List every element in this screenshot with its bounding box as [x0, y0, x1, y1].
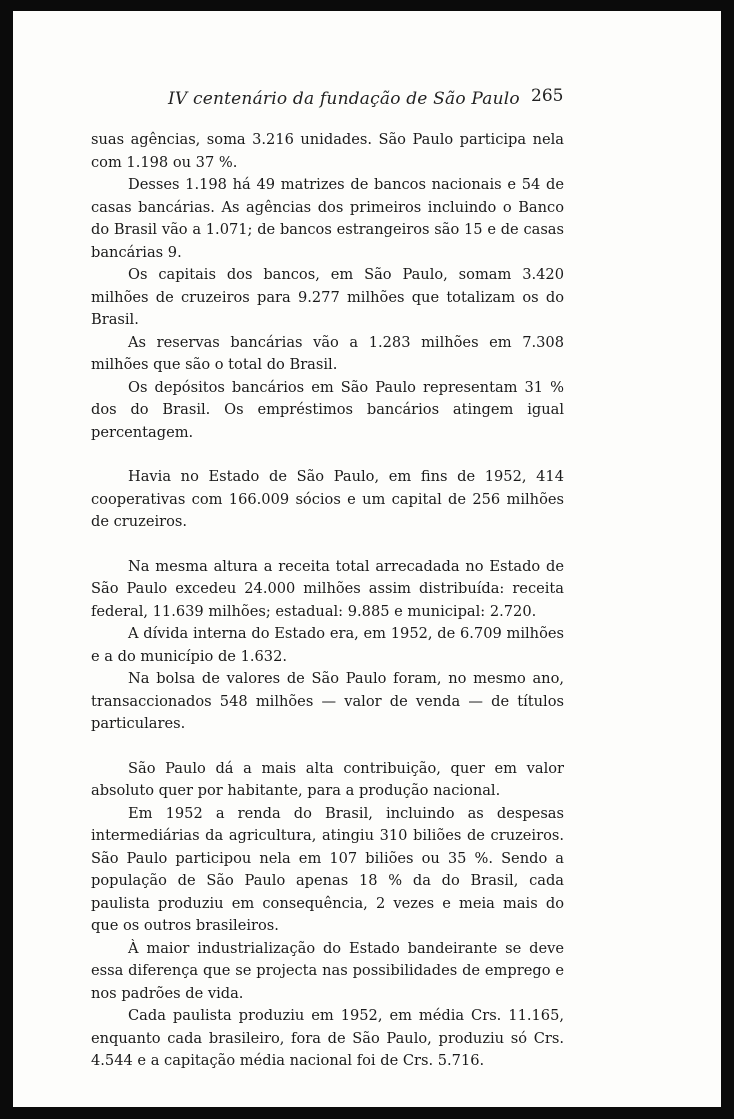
page-number: 265 — [531, 86, 564, 106]
paragraph: Na bolsa de valores de São Paulo foram, no mesmo ano, transaccionados 548 milhões — valor de venda — de títulos particulares. — [91, 670, 564, 732]
page-header — [13, 75, 721, 115]
paragraph: Havia no Estado de São Paulo, em fins de 1952, 414 cooperativas com 166.009 sócios e um capital de 256 milhões de cruzeiros. — [91, 468, 564, 530]
paragraph: Na mesma altura a receita total arrecadada no Estado de São Paulo excedeu 24.000 milhões assim distribuída: receita federal, 11.639 milhões; estadual: 9.885 e municipal: 2.720. — [91, 557, 564, 620]
paragraph: suas agências, soma 3.216 unidades. São Paulo participa nela com 1.198 ou 37 %. — [91, 131, 564, 171]
body-text — [91, 129, 564, 1073]
paragraph: À maior industrialização do Estado bandeirante se deve essa diferença que se projecta nas possibilidades de emprego e nos padrões de vida. — [91, 939, 564, 1002]
running-title: IV centenário da fundação de São Paulo — [168, 89, 520, 109]
paragraph: Desses 1.198 há 49 matrizes de bancos nacionais e 54 de casas bancárias. As agências dos primeiros incluindo o Banco do Brasil vão a 1.071; de bancos estrangeiros são 15 e de casas bancárias 9. — [91, 176, 564, 261]
paragraph: As reservas bancárias vão a 1.283 milhões em 7.308 milhões que são o total do Brasil. — [91, 333, 564, 373]
paragraph: São Paulo dá a mais alta contribuição, quer em valor absoluto quer por habitante, para a produção nacional. — [91, 759, 564, 799]
paragraph: A dívida interna do Estado era, em 1952, de 6.709 milhões e a do município de 1.632. — [91, 625, 564, 665]
paragraph: Os depósitos bancários em São Paulo representam 31 % dos do Brasil. Os empréstimos bancários atingem igual percentagem. — [91, 378, 564, 441]
paragraph: Os capitais dos bancos, em São Paulo, somam 3.420 milhões de cruzeiros para 9.277 milhões que totalizam os do Brasil. — [91, 266, 564, 328]
paragraph: Em 1952 a renda do Brasil, incluindo as despesas intermediárias da agricultura, atingiu 310 biliões de cruzeiros. São Paulo participou nela em 107 biliões ou 35 %. Sendo a população de São Paulo apenas 18 % da do Brasil, cada paulista produziu em consequência, 2 vezes e meia mais do que os outros brasileiros. — [91, 804, 564, 934]
paragraph: Cada paulista produziu em 1952, em média Crs. 11.165, enquanto cada brasileiro, fora de São Paulo, produziu só Crs. 4.544 e a capitação média nacional foi de Crs. 5.716. — [91, 1007, 564, 1069]
document-page — [13, 11, 721, 1107]
